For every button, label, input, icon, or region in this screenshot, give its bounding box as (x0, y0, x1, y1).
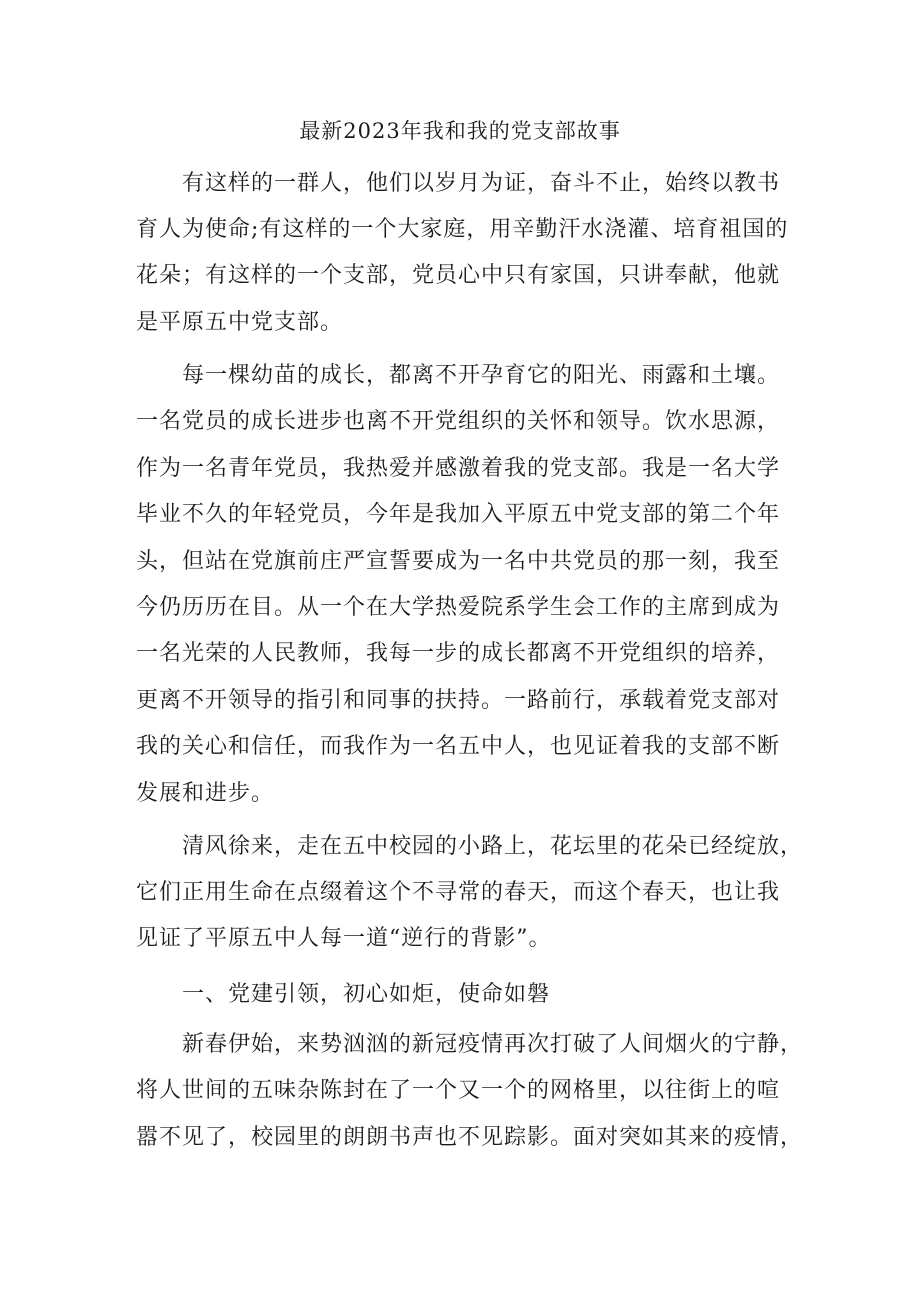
paragraph-2-line-4: 毕业不久的年轻党员，今年是我加入平原五中党支部的第二个年 (136, 502, 781, 527)
paragraph-2-line-2: 一名党员的成长进步也离不开党组织的关怀和领导。饮水思源， (136, 409, 781, 434)
paragraph-5-line-2: 将人世间的五味杂陈封在了一个又一个的网格里，以往街上的喧 (136, 1078, 781, 1103)
paragraph-3-line-2: 它们正用生命在点缀着这个不寻常的春天，而这个春天，也让我 (136, 880, 781, 905)
paragraph-3-line-3: 见证了平原五中人每一道“逆行的背影”。 (136, 926, 552, 951)
paragraph-1-line-1: 有这样的一群人，他们以岁月为证，奋斗不止，始终以教书 (182, 171, 781, 196)
section-heading-1: 一、党建引领，初心如炬，使命如磐 (182, 982, 551, 1007)
paragraph-1-line-2: 育人为使命;有这样的一个大家庭，用辛勤汗水浇灌、培育祖国的 (136, 217, 789, 242)
paragraph-2-line-9: 我的关心和信任，而我作为一名五中人，也见证着我的支部不断 (136, 734, 781, 759)
paragraph-2-line-3: 作为一名青年党员，我热爱并感激着我的党支部。我是一名大学 (136, 456, 781, 481)
paragraph-2-line-8: 更离不开领导的指引和同事的扶持。一路前行，承载着党支部对 (136, 688, 781, 713)
paragraph-2-line-6: 今仍历历在目。从一个在大学热爱院系学生会工作的主席到成为 (136, 595, 781, 620)
paragraph-2-line-10: 发展和进步。 (136, 781, 275, 806)
paragraph-5-line-1: 新春伊始，来势汹汹的新冠疫情再次打破了人间烟火的宁静， (182, 1032, 804, 1057)
document-title: 最新2023年我和我的党支部故事 (299, 119, 621, 143)
paragraph-1-line-4: 是平原五中党支部。 (136, 310, 344, 335)
paragraph-1-line-3: 花朵；有这样的一个支部，党员心中只有家国，只讲奉献，他就 (136, 263, 781, 288)
paragraph-5-line-3: 嚣不见了，校园里的朗朗书声也不见踪影。面对突如其来的疫情， (136, 1125, 804, 1150)
paragraph-2-line-5: 头，但站在党旗前庄严宣誓要成为一名中共党员的那一刻，我至 (136, 549, 781, 574)
paragraph-2-line-1: 每一棵幼苗的成长，都离不开孕育它的阳光、雨露和土壤。 (182, 363, 781, 388)
paragraph-3-line-1: 清风徐来，走在五中校园的小路上，花坛里的花朵已经绽放， (182, 834, 804, 859)
paragraph-2-line-7: 一名光荣的人民教师，我每一步的成长都离不开党组织的培养， (136, 641, 781, 666)
